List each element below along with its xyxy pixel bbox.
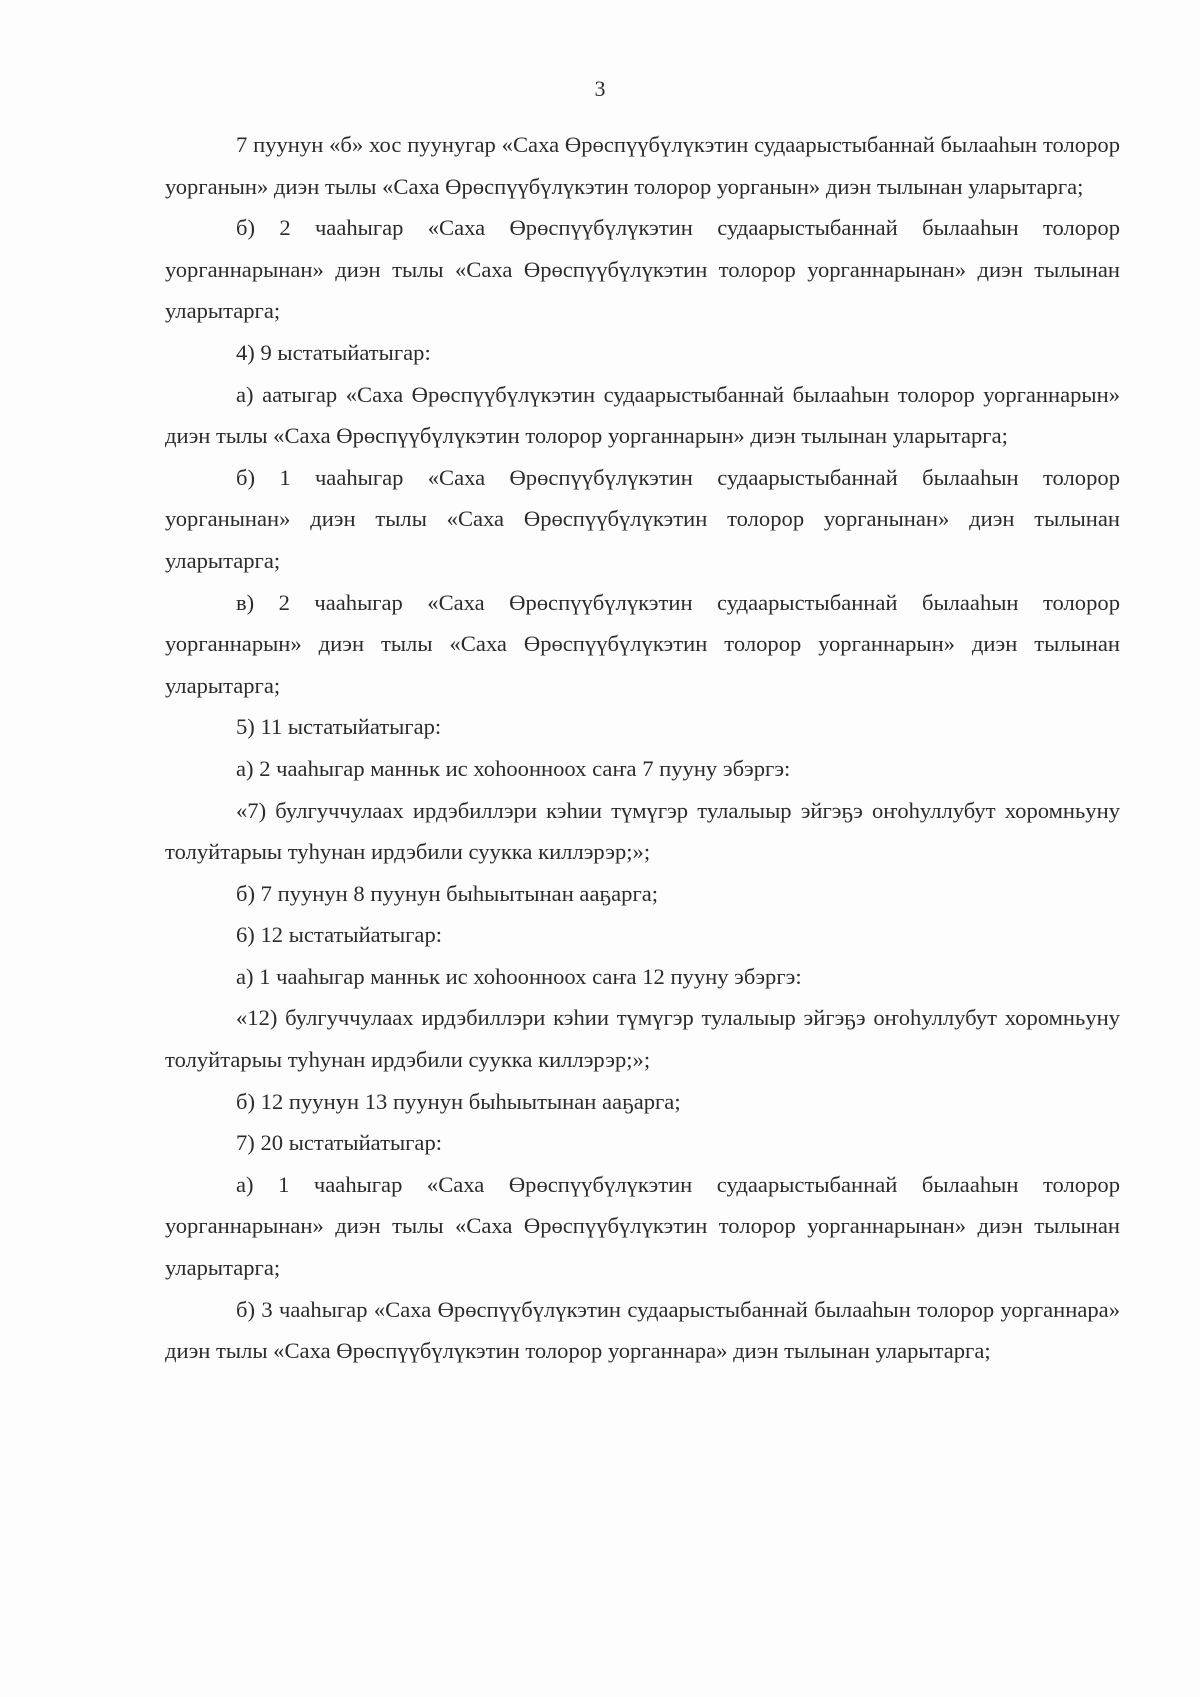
document-body bbox=[165, 124, 1120, 1372]
paragraph: 5) 11 ыстатыйатыгар: bbox=[236, 714, 442, 740]
paragraph: «12) булгуччулаах ирдэбиллэри кэһии түмүгэр тулалыыр эйгэҕэ оҥоһуллубут хоромньуну толуйтарыы туһунан ирдэбили суукка киллэрэр;»; bbox=[165, 1005, 1120, 1073]
paragraph: 7) 20 ыстатыйатыгар: bbox=[236, 1130, 443, 1156]
paragraph: 4) 9 ыстатыйатыгар: bbox=[236, 339, 431, 365]
paragraph: 6) 12 ыстатыйатыгар: bbox=[236, 922, 443, 948]
paragraph: а) 1 чааһыгар «Саха Өрөспүүбүлүкэтин судаарыстыбаннай былааһын толорор уорганнарынан» диэн тылы «Саха Өрөспүүбүлүкэтин толорор уорганнарынан» диэн тылынан уларытарга; bbox=[165, 1171, 1120, 1281]
paragraph: б) 2 чааһыгар «Саха Өрөспүүбүлүкэтин судаарыстыбаннай былааһын толорор уорганнарынан» диэн тылы «Саха Өрөспүүбүлүкэтин толорор уорганнарынан» диэн тылынан уларытарга; bbox=[165, 215, 1120, 324]
paragraph: «7) булгуччулаах ирдэбиллэри кэһии түмүгэр тулалыыр эйгэҕэ оҥоһуллубут хоромньуну толуйтарыы туһунан ирдэбили суукка киллэрэр;»; bbox=[165, 797, 1120, 865]
paragraph: а) аатыгар «Саха Өрөспүүбүлүкэтин судаарыстыбаннай былааһын толорор уорганнарын» диэн тылы «Саха Өрөспүүбүлүкэтин толорор уорганнарын» диэн тылынан уларытарга; bbox=[165, 381, 1120, 449]
paragraph: б) 3 чааһыгар «Саха Өрөспүүбүлүкэтин судаарыстыбаннай былааһын толорор уорганнара» диэн тылы «Саха Өрөспүүбүлүкэтин толорор уорганнара» диэн тылынан уларытарга; bbox=[165, 1296, 1120, 1364]
page-number: 3 bbox=[594, 76, 606, 101]
paragraph: а) 2 чааһыгар манньк ис хоһоонноох саҥа 7 пууну эбэргэ: bbox=[236, 755, 791, 781]
paragraph: б) 12 пуунун 13 пуунун быһыытынан ааҕарга; bbox=[236, 1088, 681, 1114]
paragraph: б) 1 чааһыгар «Саха Өрөспүүбүлүкэтин судаарыстыбаннай былааһын толорор уорганынан» диэн тылы «Саха Өрөспүүбүлүкэтин толорор уорганынан» диэн тылынан уларытарга; bbox=[165, 464, 1120, 573]
paragraph: в) 2 чааһыгар «Саха Өрөспүүбүлүкэтин судаарыстыбаннай былааһын толорор уорганнарын» диэн тылы «Саха Өрөспүүбүлүкэтин толорор уорганнарын» диэн тылынан уларытарга; bbox=[165, 589, 1120, 698]
paragraph: б) 7 пуунун 8 пуунун быһыытынан ааҕарга; bbox=[236, 880, 659, 906]
paragraph: а) 1 чааһыгар манньк ис хоһоонноох саҥа 12 пууну эбэргэ: bbox=[236, 963, 802, 989]
paragraph: 7 пуунун «б» хос пуунугар «Саха Өрөспүүбүлүкэтин судаарыстыбаннай былааһын толорор уорганын» диэн тылы «Саха Өрөспүүбүлүкэтин толорор уорганын» диэн тылынан уларытарга; bbox=[165, 132, 1120, 199]
